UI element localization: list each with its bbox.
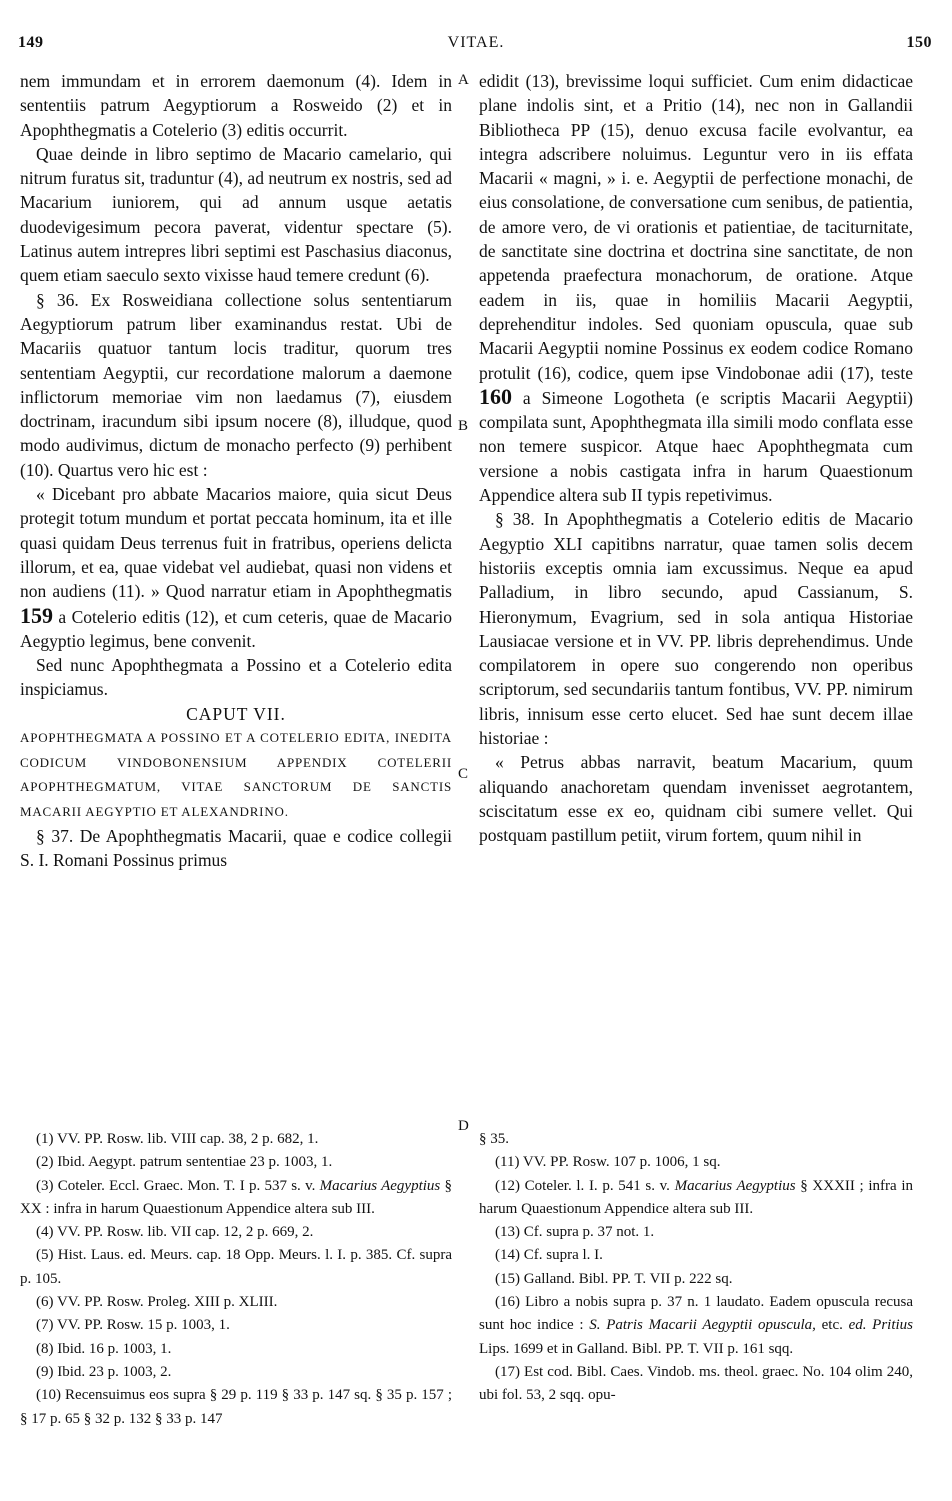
footnote-2: (2) Ibid. Aegypt. patrum sententiae 23 p. 1003, 1.	[36, 1154, 333, 1171]
running-title: VITAE.	[447, 34, 505, 51]
footnote-16-italic: S. Patris Macarii Aegyptii opuscula,	[589, 1317, 816, 1334]
footnote-16-rest: Lips. 1699 et in Galland. Bibl. PP. T. VII p. 161 sqq.	[479, 1340, 794, 1357]
paragraph-text: edidit (13), brevissime loqui sufficiet. Cum enim didacticae plane indolis sint, et a Pritio (14), nec non in Gallandii Bibliotheca PP (15), denuo excusa facile evolvantur, ea integra adscribere noluimus. Leguntur vero in iis effata Macarii « magni, » i. e. Aegyptii de perfectione monachi, de eius consolatione, de conversatione cum senibus, de patientia, de amore vero, de vi orationis et patientiae, de taciturnitate, de sanctitate sine doctrina et doctrina sine sanctitate, de non appetenda praefectura monachorum, de oratione. Atque eadem in iis, quae in homiliis Macarii Aegyptii, deprehenditur indoles. Sed quoniam opuscula, quae sub Macarii Aegyptii nomine Possinus ex eodem codice Romano protulit (16), codice, quem ipse Vindobonae adii (17), teste	[479, 71, 913, 383]
right-text-column	[479, 69, 913, 848]
chapter-summary: APOPHTHEGMATA A POSSINO ET A COTELERIO EDITA, INEDITA CODICUM VINDOBONENSIUM APPENDIX COTELERII APOPHTHEGMATUM, VITAE SANCTORUM DE SANCTIS MACARII AEGYPTIO ET ALEXANDRINO.	[20, 730, 452, 819]
footnote-12-text: (12) Coteler. l. I. p. 541 s. v.	[495, 1177, 670, 1194]
footnote-10: (10) Recensuimus eos supra § 29 p. 119 § 33 p. 147 sq. § 35 p. 157 ; § 17 p. 65 § 32 p. 132 § 33 p. 147	[20, 1387, 452, 1427]
quotation-text: « Dicebant pro abbate Macarios maiore, quia sicut Deus protegit totum mundum et portat peccata hominum, ita et ille quasi quidam Deus terrenus fuit in fratribus, operiens delicta illorum, et ea, quae videbat vel audiebat, quasi non videns et non audiens (11). » Quod narratur etiam in Apophthegmatis	[20, 484, 452, 602]
left-page-number: 149	[18, 34, 44, 51]
footnote-7: (7) VV. PP. Rosw. 15 p. 1003, 1.	[36, 1317, 230, 1334]
paragraph-section-37: § 37. De Apophthegmatis Macarii, quae e codice collegii S. I. Romani Possinus primus	[20, 826, 452, 871]
footnote-16-text: (16) Libro a nobis supra p. 37 n. 1 laudato. Eadem opuscula recusa sunt hoc indice :	[479, 1294, 913, 1334]
footnote-9: (9) Ibid. 23 p. 1003, 2.	[36, 1363, 172, 1380]
chapter-heading: CAPUT VII.	[186, 703, 286, 724]
paragraph: Quae deinde in libro septimo de Macario camelario, qui nitrum furatus sit, traduntur (4), ad neutrum ex nostris, sed ad Macarium iuniorem, qui ad annum usque aetatis duodevigesimum pecora paverat, videntur spectare (5). Latinus autem intrepres libri septimi est Paschasius diaconus, quem etiam saeculo sexto vixisse haud temere credunt (6).	[20, 143, 452, 286]
footnote-14: (14) Cf. supra l. I.	[495, 1247, 603, 1264]
paragraph: nem immundam et in errorem daemonum (4). Idem in sententiis patrum Aegyptiorum a Rosweido (2) et in Apophthegmatis a Cotelerio (3) editis occurrit.	[20, 71, 452, 140]
footnote-8: (8) Ibid. 16 p. 1003, 1.	[36, 1340, 172, 1357]
paragraph-text-cont: a Simeone Logotheta (e scriptis Macarii Aegyptii) compilata sunt, Apophthegmata illa simili modo conflata esse non temere suspicor. Atque haec Apophthegmata cum versione a nobis castigata infra in harum Quaestionum Appendice altera sub II typis repetivimus.	[479, 387, 914, 506]
paragraph: Sed nunc Apophthegmata a Possino et a Cotelerio edita inspiciamus.	[20, 655, 452, 700]
margin-letter-d: D	[458, 1118, 469, 1134]
quotation-paragraph: « Petrus abbas narravit, beatum Macarium, quum aliquando anachoretam quendam invenisset aegrotantem, sciscitatum esse ex eo, quidnam cibi sumere vellet. Qui postquam pastillum petiit, virum fortem, quum nihil in	[479, 752, 913, 846]
footnotes-right	[479, 1128, 913, 1408]
footnote-12-italic: Macarius Aegyptius	[674, 1177, 796, 1194]
margin-letter-a: A	[458, 72, 469, 88]
footnote-continuation: § 35.	[479, 1131, 509, 1147]
footnote-16	[479, 1291, 913, 1361]
margin-page-number-159: 159	[20, 602, 53, 628]
paragraph	[479, 69, 913, 507]
footnote-6: (6) VV. PP. Rosw. Proleg. XIII p. XLIII.	[36, 1294, 278, 1311]
footnote-1: (1) VV. PP. Rosw. lib. VIII cap. 38, 2 p. 682, 1.	[36, 1131, 319, 1147]
footnote-15: (15) Galland. Bibl. PP. T. VII p. 222 sq.	[495, 1270, 733, 1287]
quotation-text-cont: a Cotelerio editis (12), et cum ceteris, quae de Macario Aegyptio legimus, bene convenit.	[20, 606, 453, 651]
footnote-3-text: (3) Coteler. Eccl. Graec. Mon. T. I p. 537 s. v.	[36, 1177, 316, 1194]
footnote-12-rest: § XXXII ; infra in harum Quaestionum Appendice altera sub III.	[479, 1177, 914, 1217]
footnote-13: (13) Cf. supra p. 37 not. 1.	[495, 1224, 655, 1241]
margin-page-number-160: 160	[479, 383, 512, 409]
paragraph-section-38: § 38. In Apophthegmatis a Cotelerio editis de Macario Aegyptio XLI capitibns narratur, quae tamen solis decem historiis exceptis omnia iam excussimus. Neque ea apud Palladium, in libro secundo, apud Cassianum, S. Hieronymum, Evagrium, sed in sola antiqua Historiae Lausiacae versione et in VV. PP. libris deprehendimus. Unde compilatorem in opere suo congerendo non operibus scriptorum, sed secundariis tantum fontibus, VV. PP. nimirum libris, innisum esse certo elucet. Sed hae sunt decem illae historiae :	[479, 509, 913, 749]
footnote-11: (11) VV. PP. Rosw. 107 p. 1006, 1 sq.	[495, 1154, 721, 1171]
footnote-16-italic-2: ed. Pritius	[848, 1317, 914, 1334]
footnote-16-etc: etc.	[821, 1317, 843, 1334]
footnotes-left	[20, 1128, 452, 1431]
footnote-5: (5) Hist. Laus. ed. Meurs. cap. 18 Opp. Meurs. l. I. p. 385. Cf. supra p. 105.	[20, 1247, 452, 1287]
right-page-number: 150	[906, 34, 932, 51]
margin-letter-c: C	[458, 766, 469, 782]
footnote-3-italic: Macarius Aegyptius	[319, 1177, 441, 1194]
footnote-17: (17) Est cod. Bibl. Caes. Vindob. ms. theol. graec. No. 104 olim 240, ubi fol. 53, 2 sqq. opu-	[479, 1363, 913, 1404]
footnote-3	[20, 1175, 452, 1222]
footnote-12	[479, 1175, 913, 1222]
footnote-3-rest: § XX : infra in harum Quaestionum Appendice altera sub III.	[20, 1177, 453, 1217]
paragraph-section-36: § 36. Ex Rosweidiana collectione solus sententiarum Aegyptiorum patrum liber examinandus restat. Ubi de Macariis quatuor tantum locis traditur, quorum tres sententiam Aegyptii, cur recordatione malorum a daemone inflictorum memoriae vim non laedamus (7), eiusdem doctrinam, iracundum sibi ipsum nocere (8), illudque, quod modo audivimus, dictum de monacho perfecto (9) perhibent (10). Quartus vero hic est :	[20, 289, 452, 480]
quotation-paragraph	[20, 482, 452, 653]
margin-letter-b: B	[458, 418, 469, 434]
footnote-4: (4) VV. PP. Rosw. lib. VII cap. 12, 2 p. 669, 2.	[36, 1224, 314, 1241]
left-text-column	[20, 69, 452, 873]
